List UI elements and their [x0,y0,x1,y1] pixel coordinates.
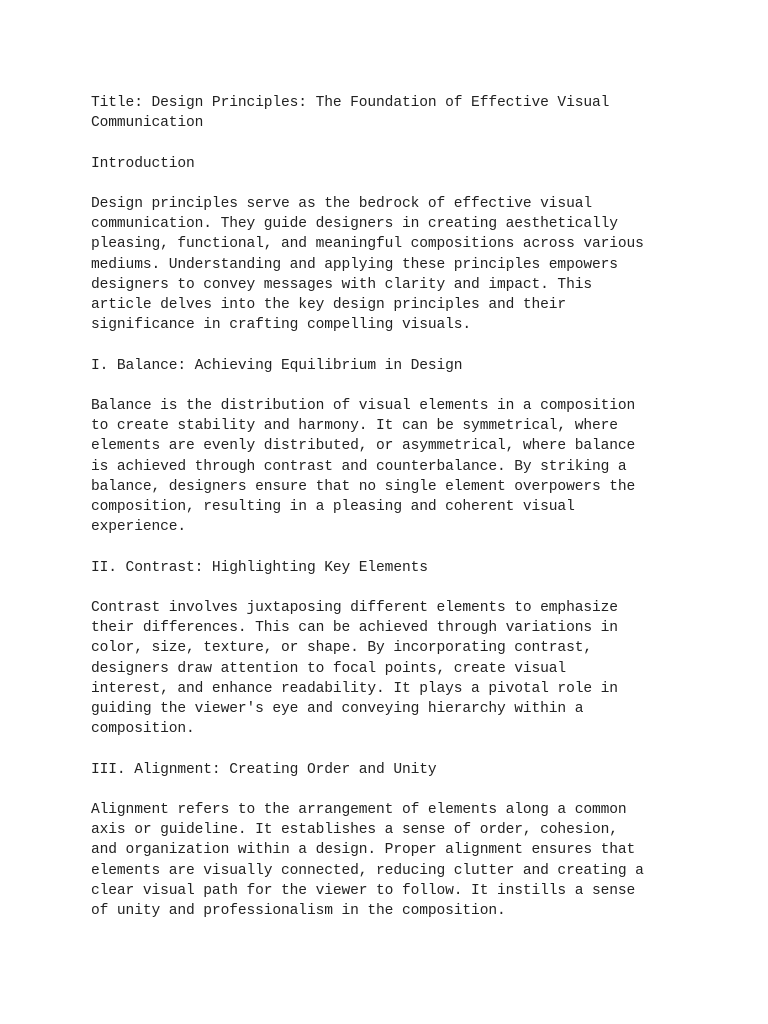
section-heading-contrast: II. Contrast: Highlighting Key Elements [91,559,428,576]
intro-paragraph: Design principles serve as the bedrock of effective visual communication. They guide designers in creating aesthetically pleasing, functional, and meaningful compositions across various mediums. Understanding and applying these principles empowers designers to convey messages with clarity and impact. This article delves into the key design principles and their significance in crafting compelling visuals. [91,195,644,334]
document-title: Title: Design Principles: The Foundation of Effective Visual Communication [91,95,610,132]
intro-heading: Introduction [91,155,195,172]
section-heading-balance: I. Balance: Achieving Equilibrium in Design [91,357,463,374]
document-page [91,93,691,941]
section-paragraph-alignment: Alignment refers to the arrangement of elements along a common axis or guideline. It establishes a sense of order, cohesion, and organization within a design. Proper alignment ensures that elements are visually connected, reducing clutter and creating a clear visual path for the viewer to follow. It instills a sense of unity and professionalism in the composition. [91,801,644,919]
section-paragraph-balance: Balance is the distribution of visual elements in a composition to create stability and harmony. It can be symmetrical, where elements are evenly distributed, or asymmetrical, where balance is achieved through contrast and counterbalance. By striking a balance, designers ensure that no single element overpowers the composition, resulting in a pleasing and coherent visual experience. [91,397,636,536]
section-paragraph-contrast: Contrast involves juxtaposing different elements to emphasize their differences. This can be achieved through variations in color, size, texture, or shape. By incorporating contrast, designers draw attention to focal points, create visual interest, and enhance readability. It plays a pivotal role in guiding the viewer's eye and conveying hierarchy within a composition. [91,599,618,738]
section-heading-alignment: III. Alignment: Creating Order and Unity [91,761,437,778]
